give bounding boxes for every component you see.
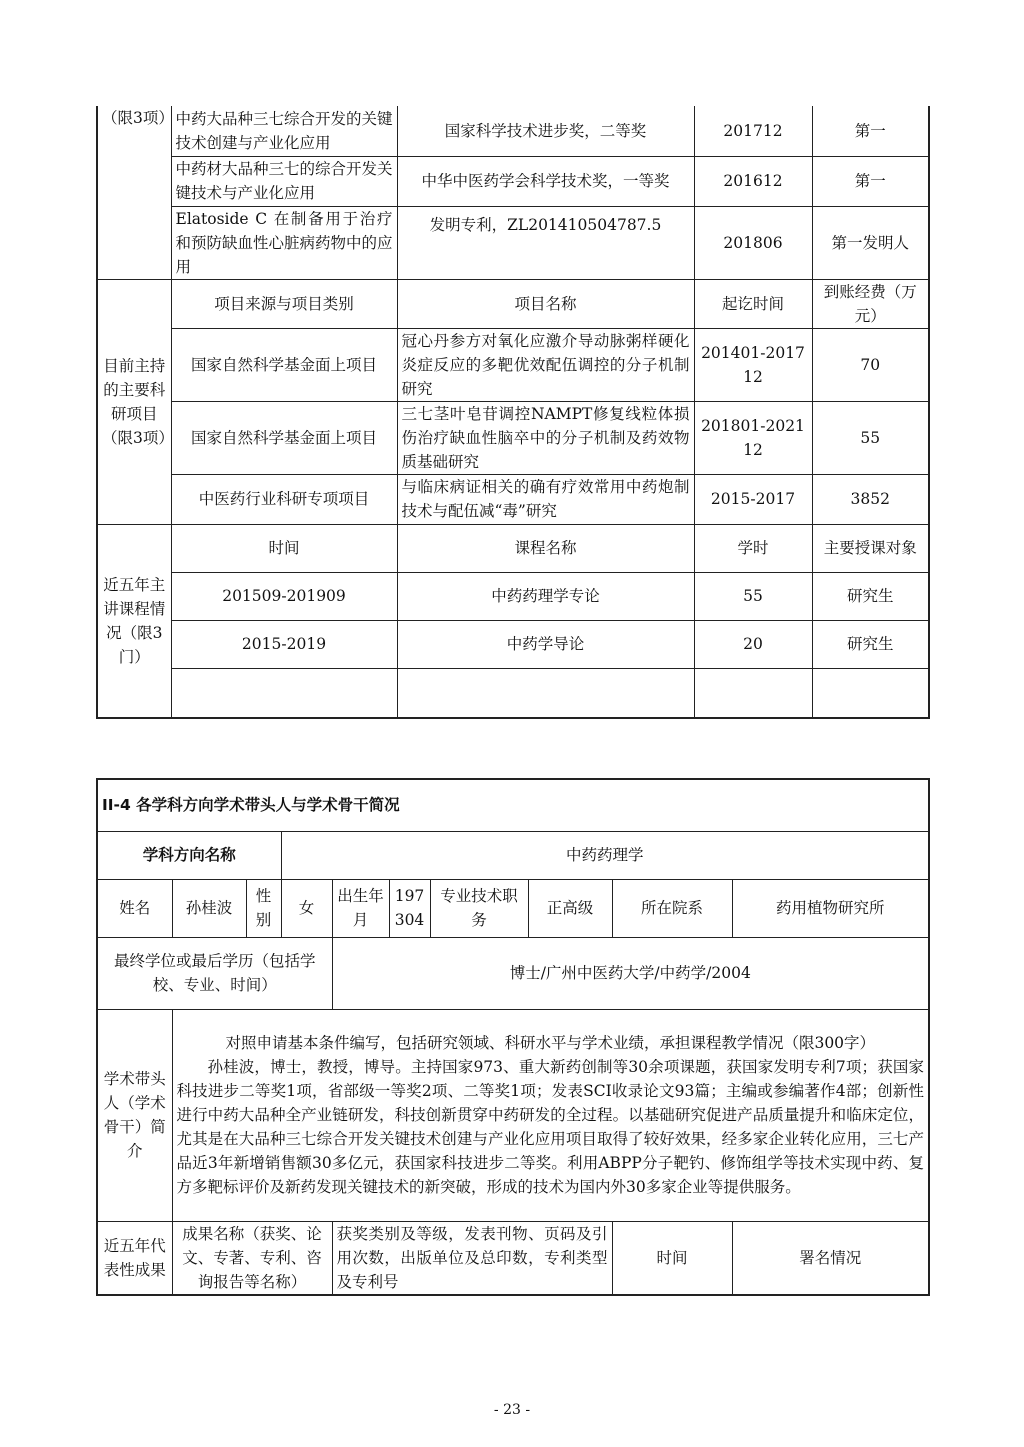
award-rank: 第一 (812, 106, 929, 156)
course-hours: 20 (694, 620, 812, 668)
courses-header-name: 课程名称 (397, 524, 694, 572)
projects-header-period: 起讫时间 (694, 279, 812, 328)
course-time: 2015-2019 (171, 620, 397, 668)
project-funding: 3852 (812, 474, 929, 524)
projects-section-label: 目前主持的主要科研项目（限3项） (97, 279, 171, 524)
project-funding: 55 (812, 401, 929, 474)
birth-label: 出生年月 (332, 879, 389, 937)
degree-label: 最终学位或最后学历（包括学校、专业、时间） (97, 937, 332, 1009)
birth-value: 197304 (389, 879, 430, 937)
award-rank: 第一发明人 (812, 206, 929, 279)
course-audience: 研究生 (812, 572, 929, 620)
award-type: 国家科学技术进步奖，二等奖 (397, 106, 694, 156)
achievements-header-detail: 获奖类别及等级，发表刊物、页码及引用次数，出版单位及总印数，专利类型及专利号 (332, 1221, 612, 1295)
name-label: 姓名 (97, 879, 172, 937)
name-value: 孙桂波 (172, 879, 246, 937)
awards-section-label: （限3项） (97, 106, 171, 279)
project-funding: 70 (812, 328, 929, 401)
course-audience: 研究生 (812, 620, 929, 668)
achievements-header-sign: 署名情况 (732, 1221, 929, 1295)
intro-content (172, 1009, 929, 1221)
project-source: 国家自然科学基金面上项目 (171, 401, 397, 474)
course-hours: 55 (694, 572, 812, 620)
dept-value: 药用植物研究所 (732, 879, 929, 937)
intro-text: 孙桂波，博士，教授，博导。主持国家973、重大新药创制等30余项课题，获国家发明专利7项；获国家科技进步二等奖1项，省部级一等奖2项、二等奖1项；发表SCI收录论文93篇；主编或参编著作4部；创新性进行中药大品种全产业链研发，科技创新贯穿中药研发的全过程。以基础研究促进产品质量提升和临床定位，尤其是在大品种三七综合开发关键技术创建与产业化应用项目取得了较好效果，经多家企业转化应用，三七产品近3年新增销售额30多亿元，获国家科技进步二等奖。利用ABPP分子靶钓、修饰组学等技术实现中药、复方多靶标评价及新药发现关键技术的新突破，形成的技术为国内外30多家企业等提供服务。 (176, 1058, 924, 1196)
research-info-table (96, 106, 930, 719)
degree-value: 博士/广州中医药大学/中药学/2004 (332, 937, 929, 1009)
award-rank: 第一 (812, 156, 929, 206)
achievements-header-time: 时间 (612, 1221, 732, 1295)
courses-header-hours: 学时 (694, 524, 812, 572)
discipline-value: 中药药理学 (281, 831, 929, 879)
page-number: - 23 - (493, 1402, 531, 1418)
award-time: 201712 (694, 106, 812, 156)
project-name: 冠心丹参方对氧化应激介导动脉粥样硬化炎症反应的多靶优效配伍调控的分子机制研究 (397, 328, 694, 401)
intro-label: 学术带头人（学术骨干）简介 (97, 1009, 172, 1221)
gender-label: 性别 (246, 879, 281, 937)
academic-leader-table (96, 778, 930, 1296)
title-label: 专业技术职 务 (430, 879, 528, 937)
project-source: 国家自然科学基金面上项目 (171, 328, 397, 401)
project-source: 中医药行业科研专项项目 (171, 474, 397, 524)
course-name: 中药学导论 (397, 620, 694, 668)
project-period: 201401-201712 (694, 328, 812, 401)
courses-header-time: 时间 (171, 524, 397, 572)
discipline-label: 学科方向名称 (97, 831, 281, 879)
course-time: 201509-201909 (171, 572, 397, 620)
award-name: 中药大品种三七综合开发的关键技术创建与产业化应用 (171, 106, 397, 156)
achievements-header-name: 成果名称（获奖、论文、专著、专利、咨询报告等名称） (172, 1221, 332, 1295)
project-period: 201801-202112 (694, 401, 812, 474)
award-time: 201806 (694, 206, 812, 279)
section-title: II-4 各学科方向学术带头人与学术骨干简况 (97, 779, 929, 831)
empty-cell (694, 668, 812, 718)
empty-cell (171, 668, 397, 718)
empty-cell (812, 668, 929, 718)
award-time: 201612 (694, 156, 812, 206)
title-value: 正高级 (528, 879, 612, 937)
award-name: Elatoside C 在制备用于治疗和预防缺血性心脏病药物中的应用 (171, 206, 397, 279)
intro-instruction: 对照申请基本条件编写，包括研究领域、科研水平与学术业绩，承担课程教学情况（限300字） (225, 1034, 876, 1052)
gender-value: 女 (281, 879, 332, 937)
courses-header-audience: 主要授课对象 (812, 524, 929, 572)
projects-header-funding: 到账经费（万元） (812, 279, 929, 328)
award-name: 中药材大品种三七的综合开发关键技术与产业化应用 (171, 156, 397, 206)
projects-header-source: 项目来源与项目类别 (171, 279, 397, 328)
projects-header-name: 项目名称 (397, 279, 694, 328)
course-name: 中药药理学专论 (397, 572, 694, 620)
courses-section-label: 近五年主讲课程情况（限3门） (97, 524, 171, 718)
award-type: 中华中医药学会科学技术奖，一等奖 (397, 156, 694, 206)
project-name: 三七茎叶皂苷调控NAMPT修复线粒体损伤治疗缺血性脑卒中的分子机制及药效物质基础研究 (397, 401, 694, 474)
project-period: 2015-2017 (694, 474, 812, 524)
achievements-label: 近五年代表性成果 (97, 1221, 172, 1295)
dept-label: 所在院系 (612, 879, 732, 937)
project-name: 与临床病证相关的确有疗效常用中药炮制技术与配伍减“毒”研究 (397, 474, 694, 524)
award-type: 发明专利，ZL201410504787.5 (397, 206, 694, 279)
empty-cell (397, 668, 694, 718)
